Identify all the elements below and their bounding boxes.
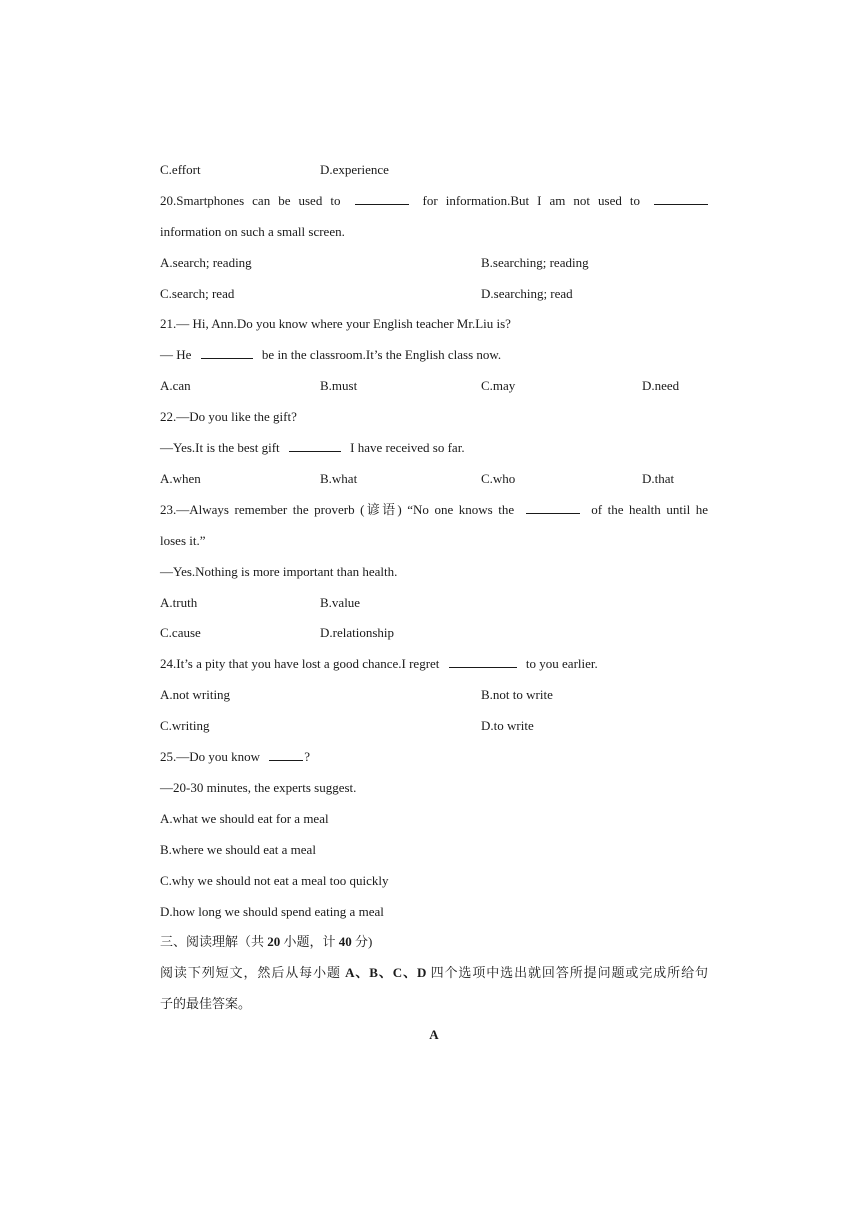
q21-option-a: A.can [160,378,191,393]
q22-blank [289,440,341,452]
instr-options: A、B、C、D [345,965,427,980]
q22-text-a: —Yes.It is the best gift [160,440,280,455]
section3-heading [160,934,372,950]
q21-option-b: B.must [320,378,358,393]
q24-stem-line1 [160,656,598,672]
q20-option-d: D.searching; read [481,286,573,301]
q22-option-b: B.what [320,471,358,486]
q20-text-b: for information.But I am not used to [422,193,640,208]
q20-text-a: 20.Smartphones can be used to [160,193,341,208]
q22-option-d: D.that [642,471,675,486]
q21-stem-line1: 21.— Hi, Ann.Do you know where your English teacher Mr.Liu is? [160,316,511,331]
q24-option-d: D.to write [481,718,534,733]
section3-heading-a: 三、阅读理解（共 [160,934,268,949]
q24-text-b: to you earlier. [525,656,598,671]
q25-text-b: ? [304,749,311,764]
instr-text-a: 阅读下列短文，然后从每小题 [160,965,346,980]
q20-option-c: C.search; read [160,286,235,301]
passage-label: A [429,1027,439,1042]
section3-heading-b: 小题，计 [280,934,339,949]
section3-heading-points: 40 [338,934,352,949]
q24-text-a: 24.It’s a pity that you have lost a good chance.I regret [160,656,440,671]
q25-option-c: C.why we should not eat a meal too quickly [160,873,389,888]
q25-option-d: D.how long we should spend eating a meal [160,904,384,919]
q20-option-a: A.search; reading [160,255,252,270]
q22-option-a: A.when [160,471,201,486]
q21-text-a: — He [160,347,192,362]
q23-text-a: 23.—Always remember the proverb (谚语) “No one knows the [160,502,515,517]
q22-text-b: I have received so far. [350,440,465,455]
q22-stem-line1: 22.—Do you like the gift? [160,409,297,424]
instr-text-b: 四个选项中选出就回答所提问题或完成所给句 [426,965,708,980]
q23-option-b: B.value [320,595,361,610]
q21-option-c: C.may [481,378,516,393]
q23-stem-line3: —Yes.Nothing is more important than health. [160,564,398,579]
section3-instructions-line1 [160,965,708,981]
q23-stem-line1 [160,502,708,518]
section3-heading-c: 分) [351,934,373,949]
q25-option-a: A.what we should eat for a meal [160,811,329,826]
q20-blank-1 [355,193,409,205]
q24-option-a: A.not writing [160,687,231,702]
q21-stem-line2 [160,347,501,363]
q22-option-c: C.who [481,471,516,486]
q25-option-b: B.where we should eat a meal [160,842,316,857]
section3-instructions-line2: 子的最佳答案。 [160,996,252,1011]
q24-blank [449,656,517,668]
q23-option-a: A.truth [160,595,198,610]
q20-option-b: B.searching; reading [481,255,589,270]
q25-text-a: 25.—Do you know [160,749,261,764]
q24-option-c: C.writing [160,718,210,733]
q23-option-c: C.cause [160,625,201,640]
q21-text-b: be in the classroom.It’s the English class now. [261,347,502,362]
q25-blank [269,749,303,761]
q20-blank-2 [654,193,708,205]
q24-option-b: B.not to write [481,687,553,702]
q21-option-d: D.need [642,378,680,393]
q22-stem-line2 [160,440,465,456]
q20-stem-line1 [160,193,708,209]
q19-option-d: D.experience [320,162,389,177]
q23-text-b: of the health until he [591,502,708,517]
q19-option-c: C.effort [160,162,201,177]
section3-heading-count: 20 [267,934,281,949]
q23-stem-line2: loses it.” [160,533,206,548]
q25-stem-line2: —20-30 minutes, the experts suggest. [160,780,357,795]
q21-blank [201,347,253,359]
q20-stem-line2: information on such a small screen. [160,224,345,239]
q25-stem-line1 [160,749,310,765]
q23-blank [526,502,580,514]
q23-option-d: D.relationship [320,625,395,640]
